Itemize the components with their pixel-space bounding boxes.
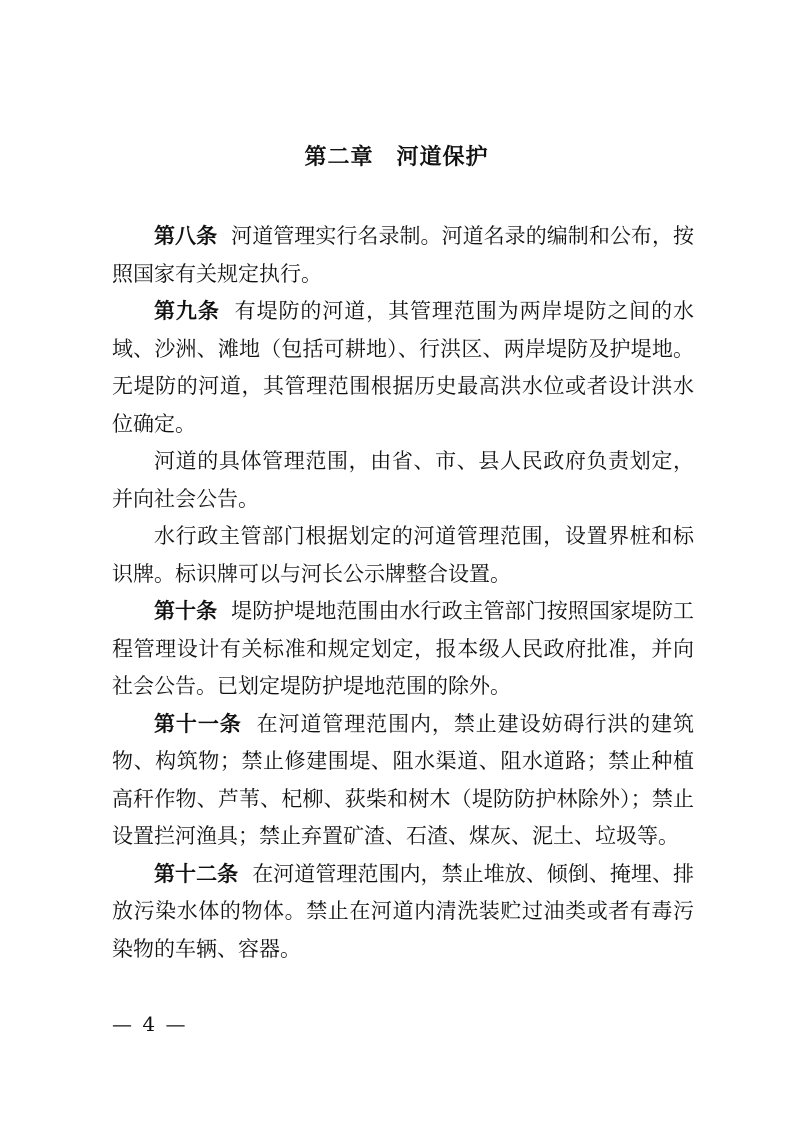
article-label: 第十条 — [154, 599, 218, 623]
article-label: 第十二条 — [154, 861, 239, 886]
article-12 — [112, 856, 694, 969]
article-text: 在河道管理范围内，禁止建设妨碍行洪的建筑物、构筑物；禁止修建围堤、阻水渠道、阻水道路；禁止种植高秆作物、芦苇、杞柳、荻柴和树木（堤防防护林除外）；禁止设置拦河渔具；禁止弃置矿渣、石渣、煤灰、泥土、垃圾等。 — [112, 711, 695, 848]
article-label: 第十一条 — [154, 711, 242, 736]
article-text: 在河道管理范围内，禁止堆放、倾倒、掩埋、排放污染水体的物体。禁止在河道内清洗装贮过油类或者有毒污染物的车辆、容器。 — [112, 861, 695, 961]
paragraph-text: 水行政主管部门根据划定的河道管理范围，设置界桩和标识牌。标识牌可以与河长公示牌整合设置。 — [112, 524, 694, 586]
article-label: 第八条 — [154, 224, 218, 248]
article-11 — [112, 706, 694, 856]
article-9-paragraph-2 — [112, 443, 694, 518]
article-text: 有堤防的河道，其管理范围为两岸堤防之间的水域、沙洲、滩地（包括可耕地）、行洪区、两岸堤防及护堤地。无堤防的河道，其管理范围根据历史最高洪水位或者设计洪水位确定。 — [112, 299, 694, 436]
article-label: 第九条 — [154, 299, 220, 323]
page-number: — 4 — — [112, 1012, 188, 1036]
article-text: 堤防护堤地范围由水行政主管部门按照国家堤防工程管理设计有关标准和规定划定，报本级人民政府批准，并向社会公告。已划定堤防护堤地范围的除外。 — [112, 599, 695, 698]
document-body — [112, 218, 694, 968]
article-9-paragraph-3 — [112, 518, 694, 593]
article-9 — [112, 293, 694, 443]
article-8 — [112, 218, 694, 293]
chapter-title: 第二章 河道保护 — [304, 145, 489, 170]
article-10 — [112, 593, 694, 706]
paragraph-text: 河道的具体管理范围，由省、市、县人民政府负责划定，并向社会公告。 — [112, 449, 694, 511]
article-text: 河道管理实行名录制。河道名录的编制和公布，按照国家有关规定执行。 — [112, 224, 695, 286]
